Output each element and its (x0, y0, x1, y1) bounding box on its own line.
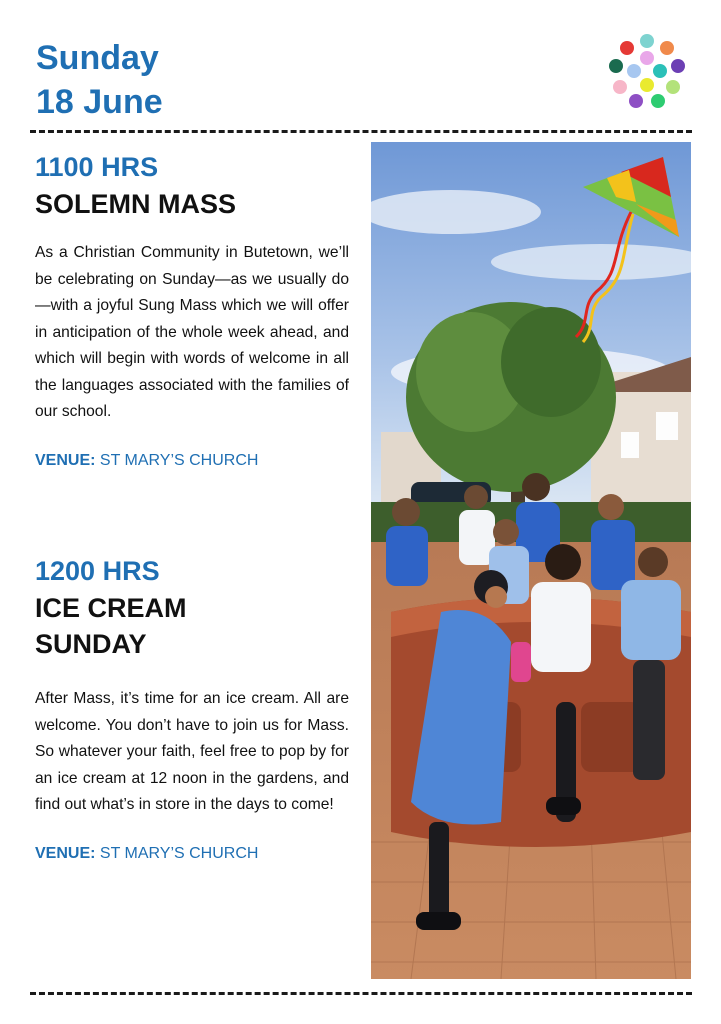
logo-dot (627, 64, 641, 78)
event-title: SOLEMN MASS (35, 189, 237, 219)
event-venue (35, 450, 349, 472)
logo-dot (640, 78, 654, 92)
venue-label: VENUE: (35, 451, 96, 469)
logo-dot (651, 94, 665, 108)
logo-dot (629, 94, 643, 108)
logo-dot (666, 80, 680, 94)
venue-name: ST MARY’S CHURCH (99, 844, 259, 862)
logo-dot (653, 64, 667, 78)
logo-dot (609, 59, 623, 73)
top-dashed-divider (30, 130, 692, 133)
logo-dot (620, 41, 634, 55)
event-description: After Mass, it’s time for an ice cream. All are welcome. You don’t have to join us for Mass. So whatever your faith, feel free to pop by for an ice cream at 12 noon in the gardens, and find out what’s in store in the days to come! (35, 690, 349, 813)
date-heading (36, 36, 163, 124)
logo-dot (613, 80, 627, 94)
logo-dot (640, 34, 654, 48)
date-month-day: 18 June (36, 83, 163, 121)
children-group-photo (371, 142, 691, 979)
event-section-mass (35, 150, 349, 472)
event-description: As a Christian Community in Butetown, we’ll be celebrating on Sunday—as we usually do—with a joyful Sung Mass which we will offer in anticipation of the whole week ahead, and which will begin with words of welcome in all the languages associated with the families of our school. (35, 244, 349, 420)
event-title-line: ICE CREAM (35, 593, 187, 623)
bottom-dashed-divider (30, 992, 692, 995)
event-title (35, 590, 349, 662)
event-title-line: SUNDAY (35, 629, 147, 659)
venue-name: ST MARY’S CHURCH (99, 451, 259, 469)
colorful-dots-logo (603, 30, 693, 110)
event-time: 1200 HRS (35, 556, 160, 586)
event-section-ice-cream (35, 554, 349, 865)
logo-dot (660, 41, 674, 55)
event-venue (35, 843, 349, 865)
logo-dot (640, 51, 654, 65)
venue-label: VENUE: (35, 844, 96, 862)
date-day: Sunday (36, 39, 159, 77)
event-time: 1100 HRS (35, 152, 159, 182)
logo-dot (671, 59, 685, 73)
